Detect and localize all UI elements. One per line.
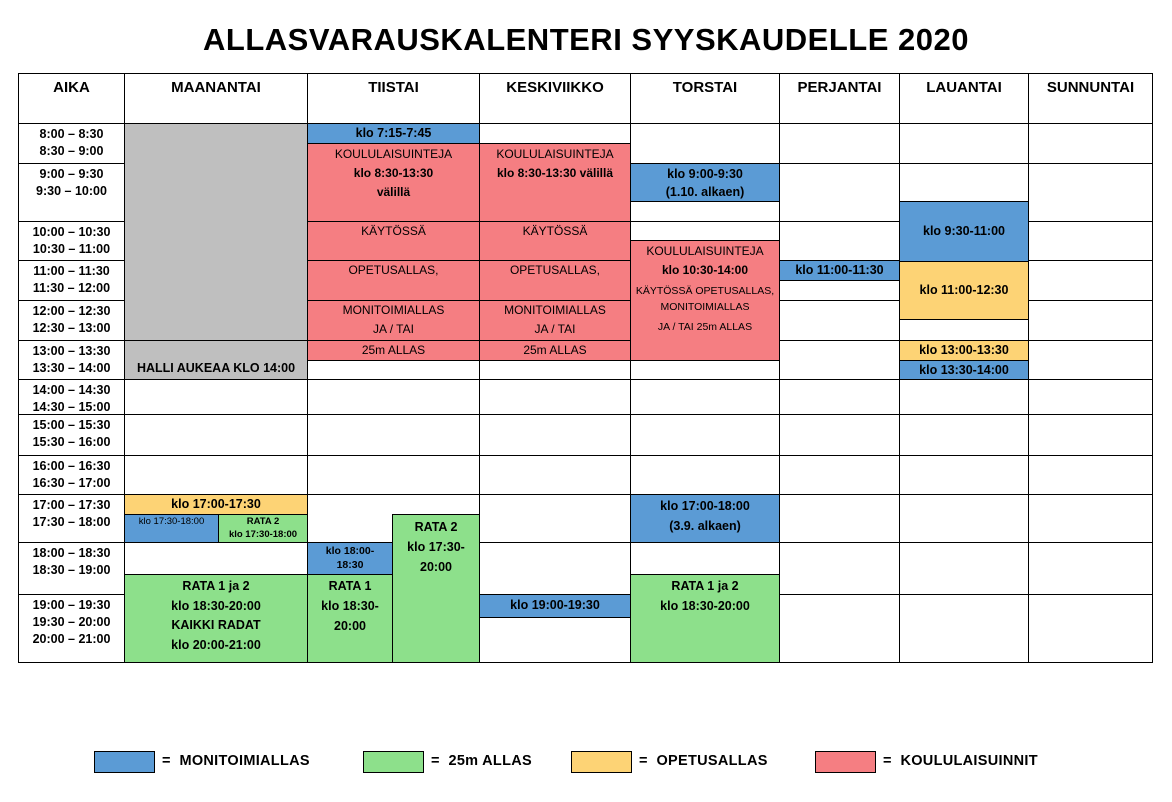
saturday-930-monitoimiallas: klo 9:30-11:00 — [899, 201, 1029, 262]
header-saturday: LAUANTAI — [926, 79, 1002, 96]
saturday-1330-monitoimiallas: klo 13:30-14:00 — [899, 360, 1029, 380]
saturday-1300-opetusallas: klo 13:00-13:30 — [899, 340, 1029, 361]
time-slot: 18:00 – 18:30 18:30 – 19:00 — [32, 546, 111, 577]
wednesday-school-kaytossa: KÄYTÖSSÄ — [479, 221, 631, 261]
time-slot: 8:00 – 8:30 8:30 – 9:00 — [39, 127, 104, 158]
legend-swatch-koululaisuinnit — [815, 751, 876, 773]
monday-rata12: RATA 1 ja 2 klo 18:30-20:00 KAIKKI RADAT klo 20:00-21:00 — [124, 574, 308, 663]
time-slot: 11:00 – 11:30 11:30 – 12:00 — [32, 264, 111, 295]
monday-1730-monitoimiallas: klo 17:30-18:00 — [124, 514, 219, 543]
header-tuesday: TIISTAI — [368, 79, 419, 96]
legend-item-monitoimiallas: = MONITOIMIALLAS — [162, 753, 310, 769]
tuesday-school-monitoimiallas: MONITOIMIALLAS JA / TAI — [307, 300, 480, 341]
time-slot: 16:00 – 16:30 16:30 – 17:00 — [32, 459, 111, 490]
legend-swatch-opetusallas — [571, 751, 632, 773]
time-slot: 19:00 – 19:30 19:30 – 20:00 20:00 – 21:00 — [32, 598, 111, 646]
friday-1100-monitoimiallas: klo 11:00-11:30 — [779, 260, 900, 281]
tuesday-school-opetusallas: OPETUSALLAS, — [307, 260, 480, 301]
legend-swatch-monitoimiallas — [94, 751, 155, 773]
time-slot: 15:00 – 15:30 15:30 – 16:00 — [32, 418, 111, 449]
header-thursday: TORSTAI — [672, 79, 738, 96]
tuesday-school-kaytossa: KÄYTÖSSÄ — [307, 221, 480, 261]
wednesday-school-monitoimiallas: MONITOIMIALLAS JA / TAI — [479, 300, 631, 341]
page-title: ALLASVARAUSKALENTERI SYYSKAUDELLE 2020 — [203, 22, 969, 57]
monday-rata2: RATA 2 klo 17:30-18:00 — [218, 514, 308, 543]
header-aika: AIKA — [53, 79, 90, 96]
tuesday-school-25m: 25m ALLAS — [307, 340, 480, 361]
thursday-school-swim: KOULULAISUINTEJA klo 10:30-14:00 KÄYTÖSSÄ OPETUSALLAS, MONITOIMIALLAS JA / TAI 25m ALLAS — [630, 240, 780, 361]
time-slot: 17:00 – 17:30 17:30 – 18:00 — [32, 498, 111, 529]
tuesday-rata1: RATA 1 klo 18:30- 20:00 — [307, 574, 393, 663]
saturday-1100-opetusallas: klo 11:00-12:30 — [899, 261, 1029, 320]
legend-item-koululaisuinnit: = KOULULAISUINNIT — [883, 753, 1038, 769]
time-slot: 12:00 – 12:30 12:30 – 13:00 — [32, 304, 111, 335]
time-slot: 14:00 – 14:30 14:30 – 15:00 — [32, 383, 111, 414]
tuesday-rata2: RATA 2 klo 17:30- 20:00 — [392, 514, 480, 663]
wednesday-school-25m: 25m ALLAS — [479, 340, 631, 361]
header-sunday: SUNNUNTAI — [1046, 79, 1135, 96]
thursday-rata12: RATA 1 ja 2 klo 18:30-20:00 — [630, 574, 780, 663]
legend-item-opetusallas: = OPETUSALLAS — [639, 753, 768, 769]
monday-1700-opetusallas: klo 17:00-17:30 — [124, 494, 308, 515]
header-monday: MAANANTAI — [171, 79, 261, 96]
wednesday-school-swim: KOULULAISUINTEJA klo 8:30-13:30 välillä — [479, 143, 631, 222]
time-slot: 9:00 – 9:30 9:30 – 10:00 — [36, 167, 107, 198]
header-friday: PERJANTAI — [797, 79, 882, 96]
time-slot: 10:00 – 10:30 10:30 – 11:00 — [32, 225, 111, 256]
monday-closed-block — [124, 123, 308, 341]
tuesday-school-swim: KOULULAISUINTEJA klo 8:30-13:30 välillä — [307, 143, 480, 222]
legend-item-25m-allas: = 25m ALLAS — [431, 753, 532, 769]
legend-swatch-25m-allas — [363, 751, 424, 773]
tuesday-1800-monitoimiallas: klo 18:00- 18:30 — [307, 542, 393, 575]
thursday-900-monitoimiallas: klo 9:00-9:30 (1.10. alkaen) — [630, 163, 780, 202]
wednesday-1900-monitoimiallas: klo 19:00-19:30 — [479, 594, 631, 618]
monday-hall-opens: HALLI AUKEAA KLO 14:00 — [124, 340, 308, 380]
thursday-1700-monitoimiallas: klo 17:00-18:00 (3.9. alkaen) — [630, 494, 780, 543]
time-slot: 13:00 – 13:30 13:30 – 14:00 — [32, 344, 111, 375]
header-wednesday: KESKIVIIKKO — [506, 79, 604, 96]
wednesday-school-opetusallas: OPETUSALLAS, — [479, 260, 631, 301]
tuesday-715-monitoimiallas: klo 7:15-7:45 — [307, 123, 480, 144]
